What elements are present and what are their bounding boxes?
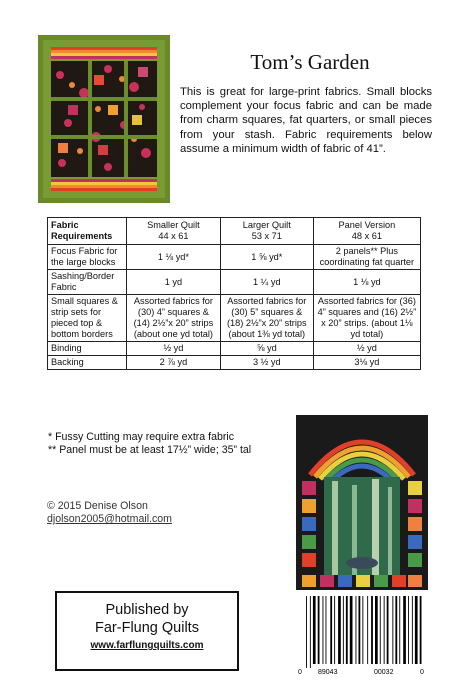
toms-garden-quilt-image [38,35,170,203]
barcode-bar [412,596,413,664]
barcode-bar [343,596,344,664]
copyright-block [47,500,172,526]
row-label: Sashing/Border Fabric [48,270,127,295]
table-cell: 1 ⅛ yd [313,270,420,295]
table-cell: 1 ⅝ yd* [220,245,313,270]
barcode-digit: 89043 [318,669,338,676]
barcode-digit: 0 [420,669,424,676]
table-row [48,295,421,342]
table-cell: ½ yd [313,342,420,356]
table-cell: 1 yd [127,270,221,295]
table-cell: 3 ½ yd [220,356,313,370]
barcode-bar [380,596,381,664]
barcode-bars [306,596,422,668]
table-row [48,356,421,370]
row-label: Focus Fabric for the large blocks [48,245,127,270]
barcode-bar [326,596,327,664]
fabric-requirements-table [47,217,421,370]
page-title: Tom’s Garden [250,50,370,74]
table-header-col [220,218,313,245]
col-size: 44 x 61 [158,231,189,241]
barcode-digit: 00032 [374,669,394,676]
col-name: Panel Version [338,220,396,230]
table-cell: ⅝ yd [220,342,313,356]
barcode-bar [356,596,357,664]
table-cell: Assorted fabrics for (30) 4” squares & (14) 2½”x 20” strips (about one yd total) [127,295,221,342]
table-cell: ½ yd [127,342,221,356]
table-cell: 2 panels** Plus coordinating fat quarter [313,245,420,270]
col-size: 53 x 71 [251,231,282,241]
barcode-digit: 0 [298,669,302,676]
barcode-bar [313,596,316,664]
table-header-col [127,218,221,245]
published-by-text: Published by [105,602,189,618]
barcode-bar [350,596,353,664]
barcode-bar [387,596,389,664]
row-label: Binding [48,342,127,356]
col-name: Smaller Quilt [147,220,200,230]
publisher-box [55,591,239,671]
upc-barcode [296,594,428,676]
barcode-bar [415,596,418,664]
barcode-bar [408,596,409,664]
table-header-col [313,218,420,245]
col-name: Larger Quilt [242,220,291,230]
barcode-bar [306,596,307,668]
barcode-bar [338,596,341,664]
barcode-bar [399,596,400,664]
table-cell: Assorted fabrics for (36) 4” squares and (16) 2½” x 20” strips. (about 1⅛ yd total) [313,295,420,342]
table-cell: 3⅛ yd [313,356,420,370]
table-row [48,342,421,356]
barcode-bar [395,596,397,664]
barcode-bar [359,596,361,664]
footnote-fussy-cutting: * Fussy Cutting may require extra fabric [48,431,235,443]
barcode-bar [375,596,378,664]
footnote-panel-size: ** Panel must be at least 17½” wide; 35” tal [48,444,252,456]
publisher-url-link[interactable]: www.farflungquilts.com [90,640,204,651]
barcode-bar [323,596,324,664]
copyright-text: © 2015 Denise Olson [47,500,148,512]
table-cell: 2 ⅞ yd [127,356,221,370]
barcode-bar [318,596,320,664]
table-header-label: Fabric Requirements [48,218,127,245]
publisher-name: Far-Flung Quilts [95,620,199,636]
table-cell: 1 ⅛ yd* [127,245,221,270]
barcode-bar [403,596,406,664]
panel-quilt-image [296,415,428,590]
table-cell: 1 ¼ yd [220,270,313,295]
barcode-bar [371,596,373,664]
barcode-bar [384,596,385,664]
barcode-bar [330,596,332,664]
intro-paragraph: This is great for large-print fabrics. Small blocks complement your focus fabric and can be made from charm squares, fat quarters, or small pieces from your stash. Fabric requirements below assume a minimum width of fabric of 41”. [180,86,432,155]
row-label: Backing [48,356,127,370]
email-link[interactable]: djolson2005@hotmail.com [47,513,172,525]
barcode-bar [346,596,348,664]
barcode-bar [334,596,335,664]
table-row [48,270,421,295]
table-row [48,245,421,270]
col-size: 48 x 61 [351,231,382,241]
barcode-bar [420,596,422,664]
barcode-bar [367,596,368,664]
barcode-bar [310,596,311,668]
barcode-bar [362,596,363,664]
table-cell: Assorted fabrics for (30) 5” squares &(18) 2½”x 20” strips (about 1⅜ yd total) [220,295,313,342]
row-label: Small squares & strip sets for pieced top & bottom borders [48,295,127,342]
table-header-row [48,218,421,245]
barcode-bar [392,596,393,664]
